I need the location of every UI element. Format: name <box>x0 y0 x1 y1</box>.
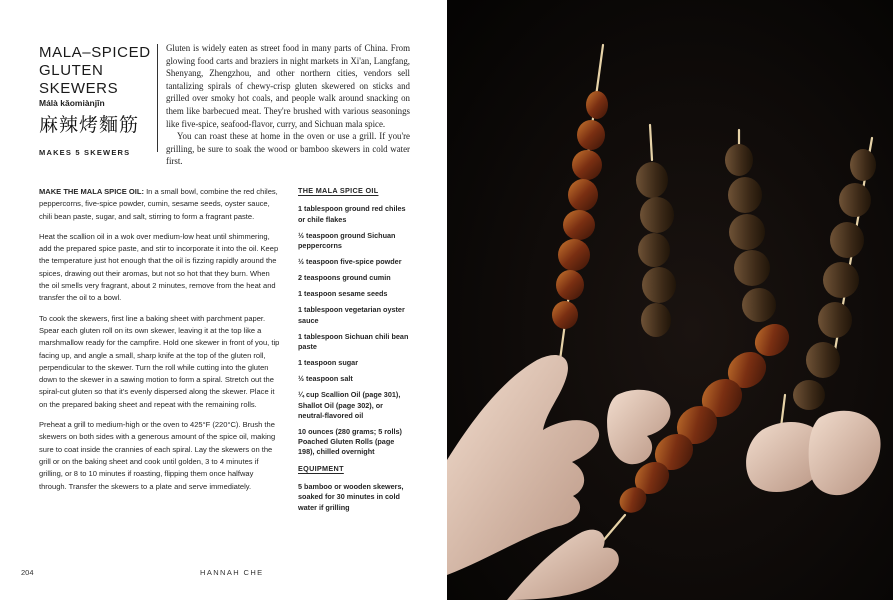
intro-paragraph: You can roast these at home in the oven or use a grill. If you're grilling, be sure to soak the wood or bamboo skewers in cold water first. <box>166 131 410 167</box>
ingredients-column <box>298 186 410 519</box>
ingredient-item: ½ teaspoon five-spice powder <box>298 257 402 267</box>
ingredients-heading: THE MALA SPICE OIL <box>298 186 379 195</box>
running-head: HANNAH CHE <box>200 568 264 577</box>
recipe-chinese-name: 麻辣烤麵筋 <box>39 114 140 136</box>
method-step-lead: MAKE THE MALA SPICE OIL: <box>39 187 144 196</box>
method-column <box>39 186 281 501</box>
recipe-pinyin: Málà kǎomiànjīn <box>39 98 105 108</box>
ingredient-item: 1 teaspoon sugar <box>298 358 359 368</box>
skewers-photo <box>447 0 893 600</box>
method-step: Heat the scallion oil in a wok over medium-low heat until shimmering, add the prepared spice paste, and stir to incorporate it into the oil. Keep the temperature just hot enough that the oil is fizzing rapidly around the spices, drawing out their aromas, but not so hot that they burn. When the oil smells very fragrant, about 2 minutes, remove from the heat and transfer the oil to a bowl. <box>39 231 279 303</box>
ingredient-item: 1 tablespoon ground red chiles or chile flakes <box>298 204 406 224</box>
equipment-heading: EQUIPMENT <box>298 463 344 473</box>
recipe-intro <box>166 42 410 168</box>
recipe-title <box>39 44 151 98</box>
recipe-yield: MAKES 5 SKEWERS <box>39 148 131 157</box>
ingredient-item: 1 tablespoon vegetarian oyster sauce <box>298 305 405 325</box>
recipe-title-line: MALA–SPICED <box>39 44 151 61</box>
recipe-title-line: GLUTEN <box>39 62 104 79</box>
ingredient-item: 1 teaspoon sesame seeds <box>298 289 388 299</box>
ingredient-item: ½ teaspoon ground Sichuan peppercorns <box>298 230 396 250</box>
recipe-title-line: SKEWERS <box>39 80 119 97</box>
skewers-photo-illustration <box>447 0 893 600</box>
intro-paragraph: Gluten is widely eaten as street food in many parts of China. From glowing food carts and braziers in night markets in Xi'an, Langfang, Shenyang, Zhengzhou, and other northern cities, vendors sell tantalizing spirals of chewy-crisp gluten skewered on sticks and grilled over smoky hot coals, and people walk around snacking on them like barbecued meat. They're brushed with various seasonings like five-spice, seafood-flavor, curry, and Sichuan mala spice. <box>166 43 410 129</box>
ingredient-item: ¼ cup Scallion Oil (page 301), Shallot Oil (page 302), or neutral-flavored oil <box>298 390 401 420</box>
method-step: To cook the skewers, first line a baking sheet with parchment paper. Spear each gluten roll on its own skewer, leaving it at the top like a marshmallow ready for the campfire. Hold one skewer in front of you, tip facing up, and angle a small, sharp knife at the top of the gluten roll, perpendicular to the skewer. Turn the roll while cutting into the gluten down to the skewer in a sawing motion to form a spiral. Stretch out the spiral-cut gluten so that it's evenly dispersed along the skewer. Place it on the prepared baking sheet and repeat with the remaining rolls. <box>39 313 280 409</box>
equipment-item: 5 bamboo or wooden skewers, soaked for 30 minutes in cold water if grilling <box>298 481 404 512</box>
method-step <box>39 186 281 223</box>
ingredient-item: 2 teaspoons ground cumin <box>298 273 391 283</box>
method-step-text: In a small bowl, combine the red chiles, peppercorns, five-spice powder, cumin, sesame seeds, oyster sauce, chili bean paste, sugar, and salt, stirring to form a fragrant paste. <box>39 187 278 221</box>
method-step: Preheat a grill to medium-high or the oven to 425°F (220°C). Brush the skewers on both sides with a generous amount of the spice oil, making sure to coat inside the crannies of each spiral. Lay the skewers on the grill or on the baking sheet and cook until golden, 3 to 4 minutes if grilling, or 8 to 10 minutes if roasting, flipping them once halfway through. Transfer the skewers to a plate and serve immediately. <box>39 420 276 491</box>
ingredient-item: 1 tablespoon Sichuan chili bean paste <box>298 331 409 352</box>
ingredient-item: 10 ounces (280 grams; 5 rolls) Poached Gluten Rolls (page 198), chilled overnight <box>298 426 402 457</box>
page-number: 204 <box>21 568 34 577</box>
ingredient-item: ½ teaspoon salt <box>298 374 353 384</box>
title-divider <box>157 44 158 152</box>
